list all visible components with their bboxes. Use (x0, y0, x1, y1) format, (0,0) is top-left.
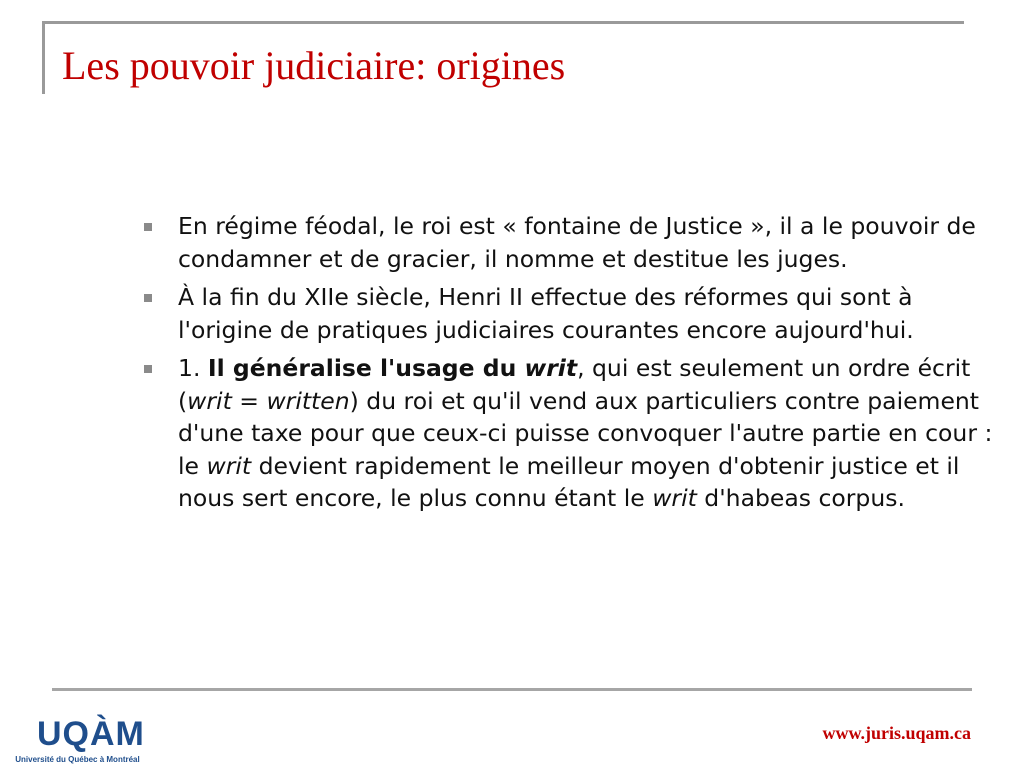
logo-wordmark: UQÀM (37, 715, 145, 753)
bullet-text-bold-italic: writ (524, 354, 578, 382)
bullet-item-feudal (136, 210, 996, 275)
bullet-text: = (231, 386, 267, 415)
slide-frame-top-rule (42, 21, 964, 24)
bullet-text-italic: writ (206, 451, 252, 480)
bullet-text-italic: written (266, 386, 350, 415)
bullet-text: À la fin du XIIe siècle, Henri II effectue des réformes qui sont à l'origine de pratiques judiciaires courantes encore aujourd'hui. (178, 283, 914, 344)
square-bullet-icon (144, 294, 152, 302)
square-bullet-icon (144, 365, 152, 373)
bullet-text-italic: writ (187, 386, 232, 415)
slide-title: Les pouvoir judiciaire: origines (62, 43, 566, 88)
uqam-logo (5, 716, 150, 766)
logo-subtitle: Université du Québec à Montréal (15, 755, 140, 764)
slide-frame-left-rule (42, 21, 45, 94)
bullet-text-number: 1. (178, 354, 208, 382)
bullet-text: , qui est seulement un ordre écrit ( (178, 354, 971, 415)
website-link[interactable]: www.juris.uqam.ca (822, 723, 971, 743)
bullet-text: En régime féodal, le roi est « fontaine de Justice », il a le pouvoir de condamner et de gracier, il nomme et destitue les juges. (178, 212, 976, 273)
footer-divider (52, 688, 972, 691)
bullet-list (136, 210, 996, 521)
square-bullet-icon (144, 223, 152, 231)
bullet-text-italic: writ (652, 484, 697, 512)
bullet-text: devient rapidement le meilleur moyen d'obtenir justice et il nous sert encore, le plus connu étant le (178, 451, 960, 512)
bullet-item-henri-ii (136, 281, 996, 346)
bullet-text: ) du roi et qu'il vend aux particuliers contre paiement d'une taxe pour que ceux-ci puisse convoquer l'autre partie en cour : le (178, 386, 993, 480)
bullet-text-bold: Il généralise l'usage du (207, 354, 525, 382)
bullet-item-writ (136, 352, 996, 515)
bullet-text: d'habeas corpus. (696, 484, 905, 512)
